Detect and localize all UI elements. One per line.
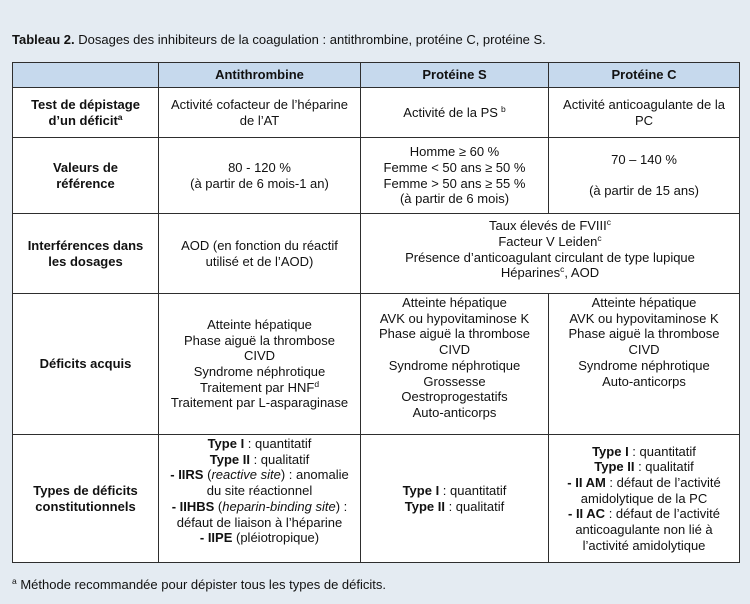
row-header-line: référence (56, 175, 115, 191)
type-description: (pléiotropique) (232, 530, 320, 546)
row-header-line: Déficits acquis (39, 356, 132, 372)
cell-line: CIVD (243, 348, 276, 364)
row-header-acquired-deficits (13, 294, 159, 435)
type-term-italic: heparin-binding site (222, 498, 336, 514)
cell-screening-proteine-c (549, 88, 740, 138)
footnote-marker-c: c (597, 232, 602, 243)
type-line (161, 436, 358, 452)
cell-line (363, 218, 737, 234)
row-header-line: constitutionnels (35, 498, 136, 514)
header-corner-cell (13, 63, 159, 88)
cell-line: de l’AT (239, 112, 280, 128)
row-interferences (13, 214, 740, 294)
row-header-screening-test (13, 88, 159, 138)
row-header-line: Types de déficits (33, 482, 138, 498)
cell-line (363, 105, 546, 121)
cell-line: 80 - 120 % (228, 159, 291, 175)
cell-line: Atteinte hépatique (207, 316, 312, 332)
row-constitutional-deficits (13, 435, 740, 563)
cell-line: Activité anticoagulante de la (563, 96, 725, 112)
cell-line: Femme < 50 ans ≥ 50 % (383, 159, 526, 175)
cell-line: AVK ou hypovitaminose K (569, 310, 719, 326)
type-label: Type II (594, 459, 635, 475)
cell-interferences-antithrombine (159, 214, 361, 294)
type-term-italic: reactive site (211, 467, 281, 483)
cell-text: Taux élevés de FVIII (488, 218, 607, 234)
header-row (13, 63, 740, 88)
cell-interferences-proteine-s-c (361, 214, 740, 294)
type-description: ) : (335, 498, 348, 514)
type-line (161, 452, 358, 468)
column-header-proteine-c: Protéine C (549, 63, 740, 88)
column-header-antithrombine: Antithrombine (159, 63, 361, 88)
type-label: - II AM (567, 474, 606, 490)
cell-line: CIVD (438, 342, 471, 358)
type-label: - II AC (568, 506, 606, 522)
type-description: : défaut de l’activité (605, 474, 721, 490)
type-label: - IIPE (199, 530, 233, 546)
footnote-marker-a: a (117, 111, 123, 122)
type-label: Type II (404, 498, 445, 514)
cell-line: Traitement par L-asparaginase (170, 395, 349, 411)
cell-line: Atteinte hépatique (402, 295, 507, 310)
type-line (363, 483, 546, 499)
footnote-marker-c: c (606, 217, 612, 228)
row-header-reference-values (13, 138, 159, 214)
cell-line: Auto-anticorps (412, 404, 497, 420)
cell-line: Phase aiguë la thrombose (183, 332, 336, 348)
row-header-line (15, 113, 156, 129)
cell-line: utilisé et de l’AOD) (205, 253, 314, 269)
row-header-line: les dosages (48, 253, 123, 269)
cell-line: Présence d’anticoagulant circulant de type lupique (405, 249, 695, 265)
type-label: Type I (402, 482, 440, 498)
row-reference-values (13, 138, 740, 214)
type-line: amidolytique de la PC (580, 490, 708, 506)
type-line: défaut de liaison à l’héparine (176, 514, 343, 530)
cell-screening-proteine-s (361, 88, 549, 138)
type-line (363, 499, 546, 515)
type-description: : qualitatif (634, 459, 694, 475)
cell-line (161, 380, 358, 396)
type-line: du site réactionnel (206, 483, 313, 499)
type-line (551, 475, 737, 491)
type-line (161, 499, 358, 515)
cell-text: , AOD (564, 265, 600, 281)
cell-line: Oestroprogestatifs (401, 389, 508, 405)
type-label: Type II (209, 451, 250, 467)
cell-line: CIVD (628, 342, 660, 358)
type-label: Type I (592, 443, 629, 459)
cell-text: Activité de la PS (403, 104, 498, 120)
row-header-line: Test de dépistage (31, 96, 140, 112)
cell-line: Phase aiguë la thrombose (378, 326, 531, 342)
row-screening-test (13, 88, 740, 138)
cell-constitutional-proteine-s (361, 435, 549, 563)
footnote-text: Méthode recommandée pour dépister tous les types de déficits. (16, 577, 386, 592)
cell-line: AOD (en fonction du réactif (181, 237, 338, 253)
type-label: Type I (207, 436, 245, 451)
type-description: : quantitatif (439, 482, 507, 498)
cell-reference-antithrombine (159, 138, 361, 214)
cell-constitutional-antithrombine (159, 435, 361, 563)
column-header-proteine-s: Protéine S (361, 63, 549, 88)
footnote-marker-d: d (314, 378, 320, 389)
cell-reference-proteine-c (549, 138, 740, 214)
type-description: : qualitatif (249, 451, 310, 467)
row-header-line: Valeurs de (52, 159, 119, 175)
row-header-constitutional-deficits (13, 435, 159, 563)
cell-line: Homme ≥ 60 % (409, 144, 500, 160)
cell-line: PC (634, 112, 654, 128)
footnote-marker-b: b (500, 103, 506, 114)
cell-acquired-proteine-c (549, 294, 740, 435)
cell-line: (à partir de 6 mois) (399, 191, 510, 207)
table-body (13, 63, 740, 563)
cell-line: Auto-anticorps (602, 373, 686, 389)
type-description: : quantitatif (244, 436, 312, 451)
cell-line: Grossesse (423, 373, 486, 389)
footnote-marker-a: a (12, 576, 17, 586)
cell-line: Femme > 50 ans ≥ 55 % (383, 175, 526, 191)
cell-line (363, 234, 737, 250)
cell-constitutional-proteine-c (549, 435, 740, 563)
type-line: anticoagulante non lié à (575, 522, 713, 538)
table-caption (12, 32, 546, 48)
cell-screening-antithrombine (159, 88, 361, 138)
cell-line (363, 265, 737, 281)
cell-line: Phase aiguë la thrombose (568, 326, 720, 342)
type-description: : défaut de l’activité (605, 506, 720, 522)
cell-text: Facteur V Leiden (498, 233, 598, 249)
cell-line: (à partir de 6 mois-1 an) (190, 175, 329, 191)
type-line (161, 467, 358, 483)
type-line (551, 444, 737, 460)
type-line (551, 506, 737, 522)
cell-line: Atteinte hépatique (591, 295, 697, 310)
type-description: ( (203, 467, 212, 483)
type-description: ) : anomalie (280, 467, 349, 483)
type-description: : qualitatif (444, 498, 505, 514)
type-description: ( (214, 498, 223, 514)
table-number: Tableau 2. (12, 32, 75, 47)
cell-line: 70 – 140 % (611, 151, 677, 167)
type-label: - IIRS (170, 467, 204, 483)
type-line (551, 459, 737, 475)
cell-acquired-proteine-s (361, 294, 549, 435)
cell-text: Héparines (500, 265, 561, 281)
table-footnote (12, 577, 386, 593)
cell-reference-proteine-s (361, 138, 549, 214)
cell-line: AVK ou hypovitaminose K (379, 310, 530, 326)
cell-line: Syndrome néphrotique (578, 357, 710, 373)
type-description: : quantitatif (628, 443, 696, 459)
cell-line: Syndrome néphrotique (388, 357, 521, 373)
row-header-line: Interférences dans (27, 237, 144, 253)
type-line: l’activité amidolytique (582, 537, 706, 553)
type-label: - IIHBS (171, 498, 215, 514)
row-header-interferences (13, 214, 159, 294)
cell-line: Activité cofacteur de l’héparine (170, 96, 349, 112)
row-acquired-deficits (13, 294, 740, 435)
table-caption-text: Dosages des inhibiteurs de la coagulation : antithrombine, protéine C, protéine S. (74, 32, 546, 47)
cell-acquired-antithrombine (159, 294, 361, 435)
row-header-text: d’un déficit (48, 112, 118, 128)
cell-line: Syndrome néphrotique (193, 364, 326, 379)
cell-text: Traitement par HNF (199, 379, 315, 395)
coagulation-inhibitors-table (12, 62, 740, 563)
type-line (161, 530, 358, 546)
cell-line: (à partir de 15 ans) (589, 183, 699, 199)
footnote-marker-c: c (560, 264, 565, 275)
